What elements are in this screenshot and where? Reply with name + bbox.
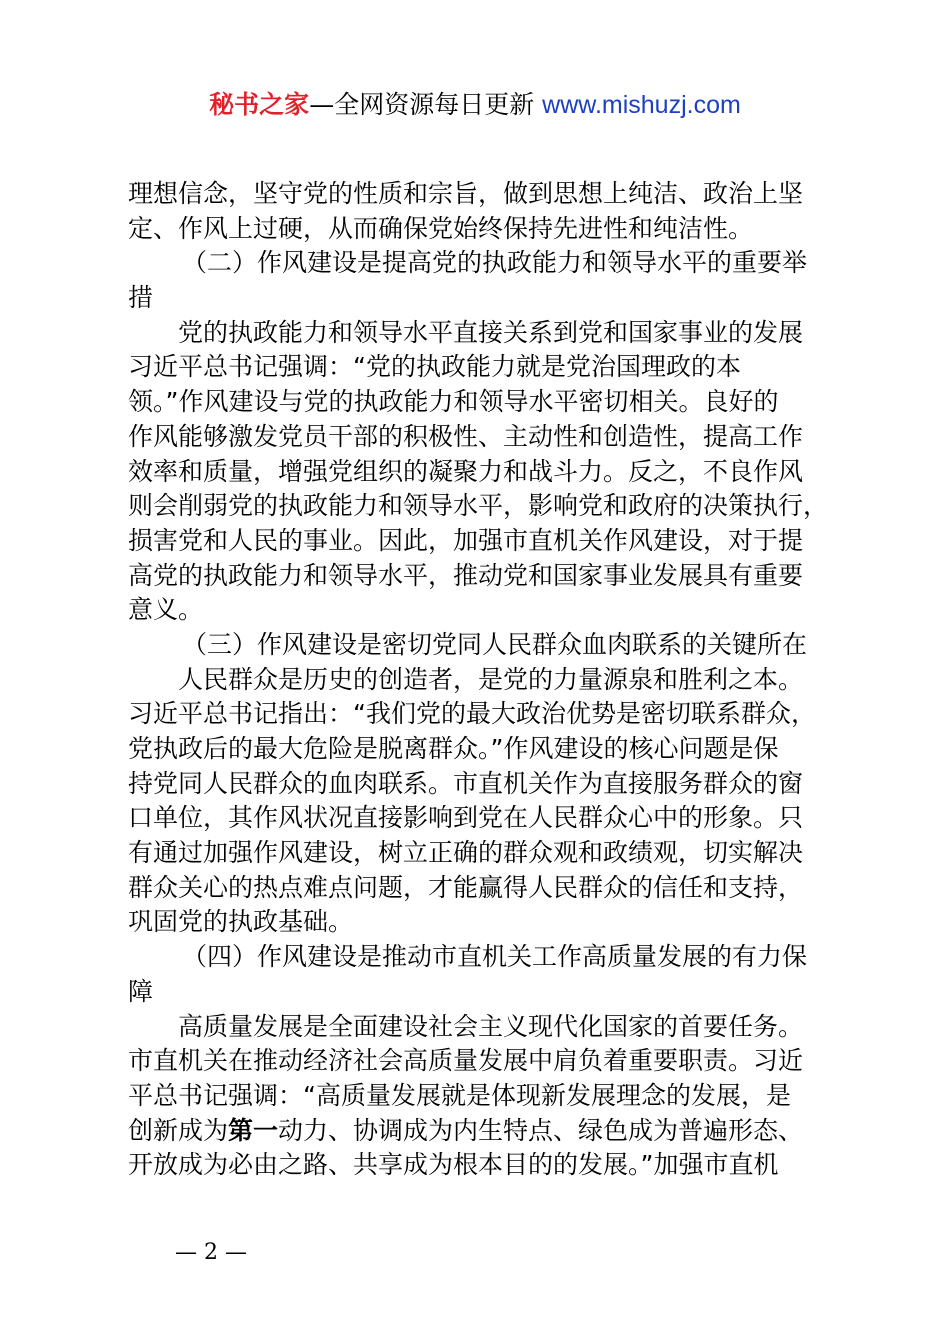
text-line: 则会削弱党的执政能力和领导水平，影响党和政府的决策执行，	[128, 491, 829, 521]
text-line: 开放成为必由之路、共享成为根本目的的发展。”加强市直机	[128, 1150, 779, 1180]
text-line: 平总书记强调：“高质量发展就是体现新发展理念的发展，是	[128, 1080, 791, 1110]
site-header	[0, 88, 950, 122]
paragraph-start: 党的执政能力和领导水平直接关系到党和国家事业的发展	[178, 317, 804, 347]
text-line: 持党同人民群众的血肉联系。市直机关作为直接服务群众的窗	[128, 768, 804, 798]
section-heading-cont: 障	[128, 976, 154, 1006]
text-line: 党执政后的最大危险是脱离群众。”作风建设的核心问题是保	[128, 734, 779, 763]
text-line: 作风能够激发党员干部的积极性、主动性和创造性，提高工作	[128, 421, 804, 451]
text-line: 定、作风上过硬，从而确保党始终保持先进性和纯洁性。	[128, 213, 754, 243]
text-line: 意义。	[128, 595, 204, 625]
text-segment: 创新成为	[128, 1115, 229, 1145]
text-line: 效率和质量，增强党组织的凝聚力和战斗力。反之，不良作风	[128, 456, 804, 486]
section-heading: （三）作风建设是密切党同人民群众血肉联系的关键所在	[182, 629, 808, 659]
paragraph-start: 人民群众是历史的创造者，是党的力量源泉和胜利之本。	[178, 664, 804, 694]
section-heading: （二）作风建设是提高党的执政能力和领导水平的重要举	[182, 248, 808, 278]
section-heading-cont: 措	[128, 283, 154, 313]
bold-text: 第一	[228, 1115, 279, 1145]
text-line: 理想信念，坚守党的性质和宗旨，做到思想上纯洁、政治上坚	[128, 179, 804, 208]
text-segment: 动力、协调成为内生特点、绿色成为普遍形态、	[278, 1115, 804, 1145]
site-tagline: —全网资源每日更新	[309, 90, 535, 119]
text-line: 损害党和人民的事业。因此，加强市直机关作风建设，对于提	[128, 525, 804, 555]
text-line: 有通过加强作风建设，树立正确的群众观和政绩观，切实解决	[128, 838, 804, 868]
site-brand: 秘书之家	[209, 90, 310, 119]
text-line-with-bold	[128, 1114, 840, 1149]
text-line: 领。”作风建设与党的执政能力和领导水平密切相关。良好的	[128, 387, 779, 417]
text-line: 巩固党的执政基础。	[128, 907, 354, 937]
section-heading: （四）作风建设是推动市直机关工作高质量发展的有力保	[182, 942, 808, 972]
text-line: 市直机关在推动经济社会高质量发展中肩负着重要职责。习近	[128, 1046, 804, 1076]
document-body	[128, 177, 840, 1183]
page-number: — 2 —	[175, 1240, 247, 1265]
text-line: 习近平总书记指出：“我们党的最大政治优势是密切联系群众，	[128, 699, 816, 729]
site-url[interactable]: www.mishuzj.com	[542, 91, 741, 119]
text-line: 高党的执政能力和领导水平，推动党和国家事业发展具有重要	[128, 560, 804, 590]
text-line: 习近平总书记强调：“党的执政能力就是党治国理政的本	[128, 352, 741, 382]
paragraph-start: 高质量发展是全面建设社会主义现代化国家的首要任务。	[178, 1011, 804, 1041]
text-line: 口单位，其作风状况直接影响到党在人民群众心中的形象。只	[128, 803, 804, 833]
text-line: 群众关心的热点难点问题，才能赢得人民群众的信任和支持，	[128, 872, 804, 902]
